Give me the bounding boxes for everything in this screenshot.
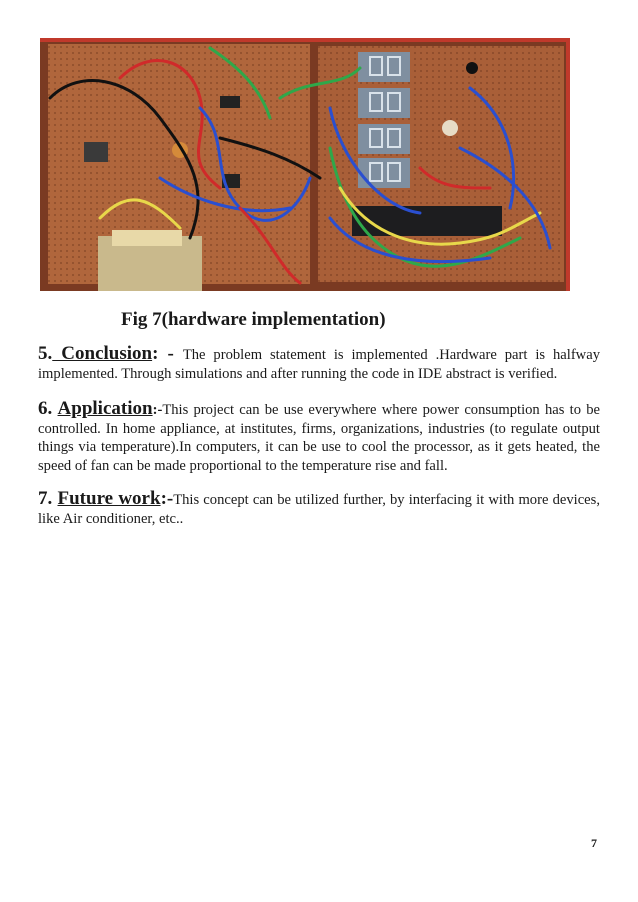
future-work-separator: :- bbox=[160, 488, 174, 509]
conclusion-number: 5. bbox=[38, 343, 53, 364]
page-number: 7 bbox=[591, 836, 597, 850]
future-work-section bbox=[38, 490, 600, 528]
future-work-heading bbox=[38, 488, 173, 509]
future-work-number: 7. bbox=[38, 488, 58, 509]
application-separator: :- bbox=[152, 402, 163, 418]
application-heading bbox=[38, 398, 162, 419]
conclusion-title: Conclusion bbox=[52, 343, 153, 364]
application-title: Application bbox=[57, 398, 153, 419]
future-work-title: Future work bbox=[57, 488, 161, 509]
application-section bbox=[38, 400, 600, 475]
conclusion-body: The problem statement is implemented .Hardware part is halfway implemented. Through simulations and after running the code in IDE abstract is verified. bbox=[38, 347, 600, 382]
figure-caption: Fig 7(hardware implementation) bbox=[121, 309, 386, 330]
hardware-implementation-photo bbox=[40, 38, 570, 291]
conclusion-section bbox=[38, 345, 600, 383]
conclusion-heading bbox=[38, 343, 183, 364]
application-number: 6. bbox=[38, 398, 58, 419]
application-body: This project can be use everywhere where power consumption has to be controlled. In home appliance, at institutes, firms, organizations, industries (to regulate output things via temperature).In computers, it can be use to cool the processor, as it gets heated, the speed of fan can be made proportional to the temperature rise and fall. bbox=[38, 402, 601, 474]
conclusion-separator: : - bbox=[152, 343, 183, 364]
future-work-body: This concept can be utilized further, by interfacing it with more devices, like Air conditioner, etc.. bbox=[38, 492, 600, 527]
